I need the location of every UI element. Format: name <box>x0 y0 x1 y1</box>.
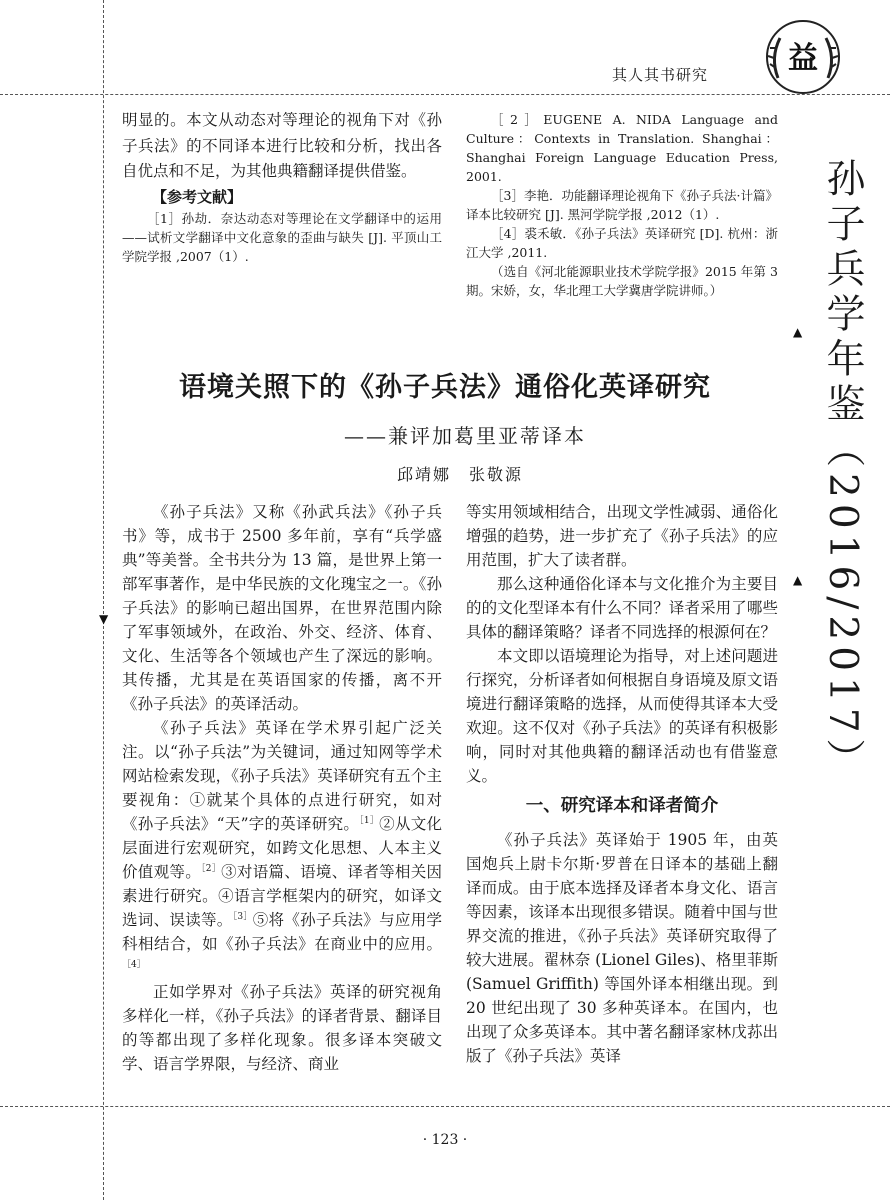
body-paragraph-with-citations <box>122 716 442 980</box>
reference-item: ［4］裘禾敏．《孙子兵法》英译研究 [D]. 杭州：浙江大学 ,2011. <box>466 226 778 260</box>
side-title: 孙子兵学年鉴（2016/2017） <box>820 158 865 784</box>
article-right-column <box>466 500 778 1068</box>
article-authors: 邱靖娜 张敬源 <box>396 465 523 484</box>
paragraph-text-run: ②从文化层面进行宏观研究，如跨文化思想、人本主义价值观等。 <box>122 815 442 881</box>
body-paragraph: 《孙子兵法》又称《孙武兵法》《孙子兵书》等，成书于 2500 多年前，享有“兵学盛典”等美誉。全书共分为 13 篇，是世界上第一部军事著作，是中华民族的文化瑰宝之一。《孙子兵法》的影响已超出国界，在世界范围内除了军事领域外，在政治、外交、经济、体育、文化、生活等各个领域也产生了深远的影响。其传播，尤其是在英语国家的传播，离不开《孙子兵法》的英译活动。 <box>122 503 442 713</box>
emblem-char: 益 <box>788 41 818 76</box>
page-number: · 123 · <box>422 1132 468 1148</box>
yearbook-emblem-icon <box>764 18 842 96</box>
source-note: （选自《河北能源职业技术学院学报》2015 年第 3 期。宋娇，女，华北理工大学冀唐学院讲师。） <box>466 264 778 298</box>
citation-marker: ［2］ <box>201 863 222 874</box>
reference-item: ［2］EUGENE A. NIDA Language and Culture：Contexts in Translation. Shanghai：Shanghai Foreign Language Education Press, 2001. <box>466 112 778 184</box>
body-paragraph: 本文即以语境理论为指导，对上述问题进行探究，分析译者如何根据自身语境及原文语境进行翻译策略的选择，从而使得其译本大受欢迎。这不仅对《孙子兵法》的英译有积极影响，同时对其他典籍的翻译活动也有借鉴意义。 <box>466 647 778 785</box>
references-heading: 【参考文献】 <box>152 187 243 206</box>
running-head: 其人其书研究 <box>612 66 709 84</box>
triangle-marker-left: ▼ <box>99 612 109 626</box>
reference-item: ［1］孙劫．奈达动态对等理论在文学翻译中的运用——试析文学翻译中文化意象的歪曲与缺失 [J]. 平顶山工学院学报 ,2007（1）. <box>122 210 442 264</box>
reference-item: ［3］李艳．功能翻译理论视角下《孙子兵法·计篇》译本比较研究 [J]. 黑河学院学报 ,2012（1）. <box>466 188 778 222</box>
bottom-guide-line <box>0 1106 890 1107</box>
article-title: 语境关照下的《孙子兵法》通俗化英译研究 <box>179 372 711 403</box>
triangle-marker-right-top: ▲ <box>793 325 803 339</box>
prev-article-text: 明显的。本文从动态对等理论的视角下对《孙子兵法》的不同译本进行比较和分析，找出各自优点和不足，为其他典籍翻译提供借鉴。 <box>122 111 442 180</box>
section-heading: 一、研究译本和译者简介 <box>525 796 719 816</box>
triangle-marker-right: ▲ <box>793 573 803 587</box>
left-guide-line <box>103 0 104 1200</box>
prev-article-right <box>466 110 778 300</box>
citation-marker: ［1］ <box>359 815 380 826</box>
article-left-column <box>122 500 442 1076</box>
body-paragraph: 那么这种通俗化译本与文化推介为主要目的的文化型译本有什么不同？译者采用了哪些具体的翻译策略？译者不同选择的根源何在？ <box>466 575 778 641</box>
citation-marker: ［3］ <box>232 911 253 922</box>
body-paragraph: 《孙子兵法》英译始于 1905 年，由英国炮兵上尉卡尔斯·罗普在日译本的基础上翻译而成。由于底本选择及译者本身文化、语言等因素，该译本出现很多错误。随着中国与世界交流的推进，《孙子兵法》英译研究取得了较大进展。翟林奈 (Lionel Giles)、格里菲斯 (Samuel Griffith) 等国外译本相继出现。到 20 世纪出现了 30 多种英译本。在国内，也出现了众多英译本。其中著名翻译家林戊荪出版了《孙子兵法》英译 <box>466 831 778 1065</box>
paragraph-text-run: 《孙子兵法》英译在学术界引起广泛关注。以“孙子兵法”为关键词，通过知网等学术网站检索发现，《孙子兵法》英译研究有五个主要视角：①就某个具体的点进行研究，如对《孙子兵法》“天”字的英译研究。 <box>122 719 442 833</box>
paragraph-text-run: ⑤将《孙子兵法》与应用学科相结合，如《孙子兵法》在商业中的应用。 <box>122 911 442 953</box>
citation-marker: ［4］ <box>122 959 146 970</box>
body-paragraph: 正如学界对《孙子兵法》英译的研究视角多样化一样，《孙子兵法》的译者背景、翻译目的等都出现了多样化现象。很多译本突破文学、语言学界限，与经济、商业 <box>122 983 442 1073</box>
prev-article-left <box>122 108 442 266</box>
article-subtitle: ——兼评加葛里亚蒂译本 <box>344 424 586 448</box>
body-paragraph: 等实用领域相结合，出现文学性减弱、通俗化增强的趋势，进一步扩充了《孙子兵法》的应用范围，扩大了读者群。 <box>466 503 778 569</box>
paragraph-text-run: ③对语篇、语境、译者等相关因素进行研究。④语言学框架内的研究，如译文选词、误读等。 <box>122 863 442 929</box>
top-guide-line <box>0 94 890 95</box>
